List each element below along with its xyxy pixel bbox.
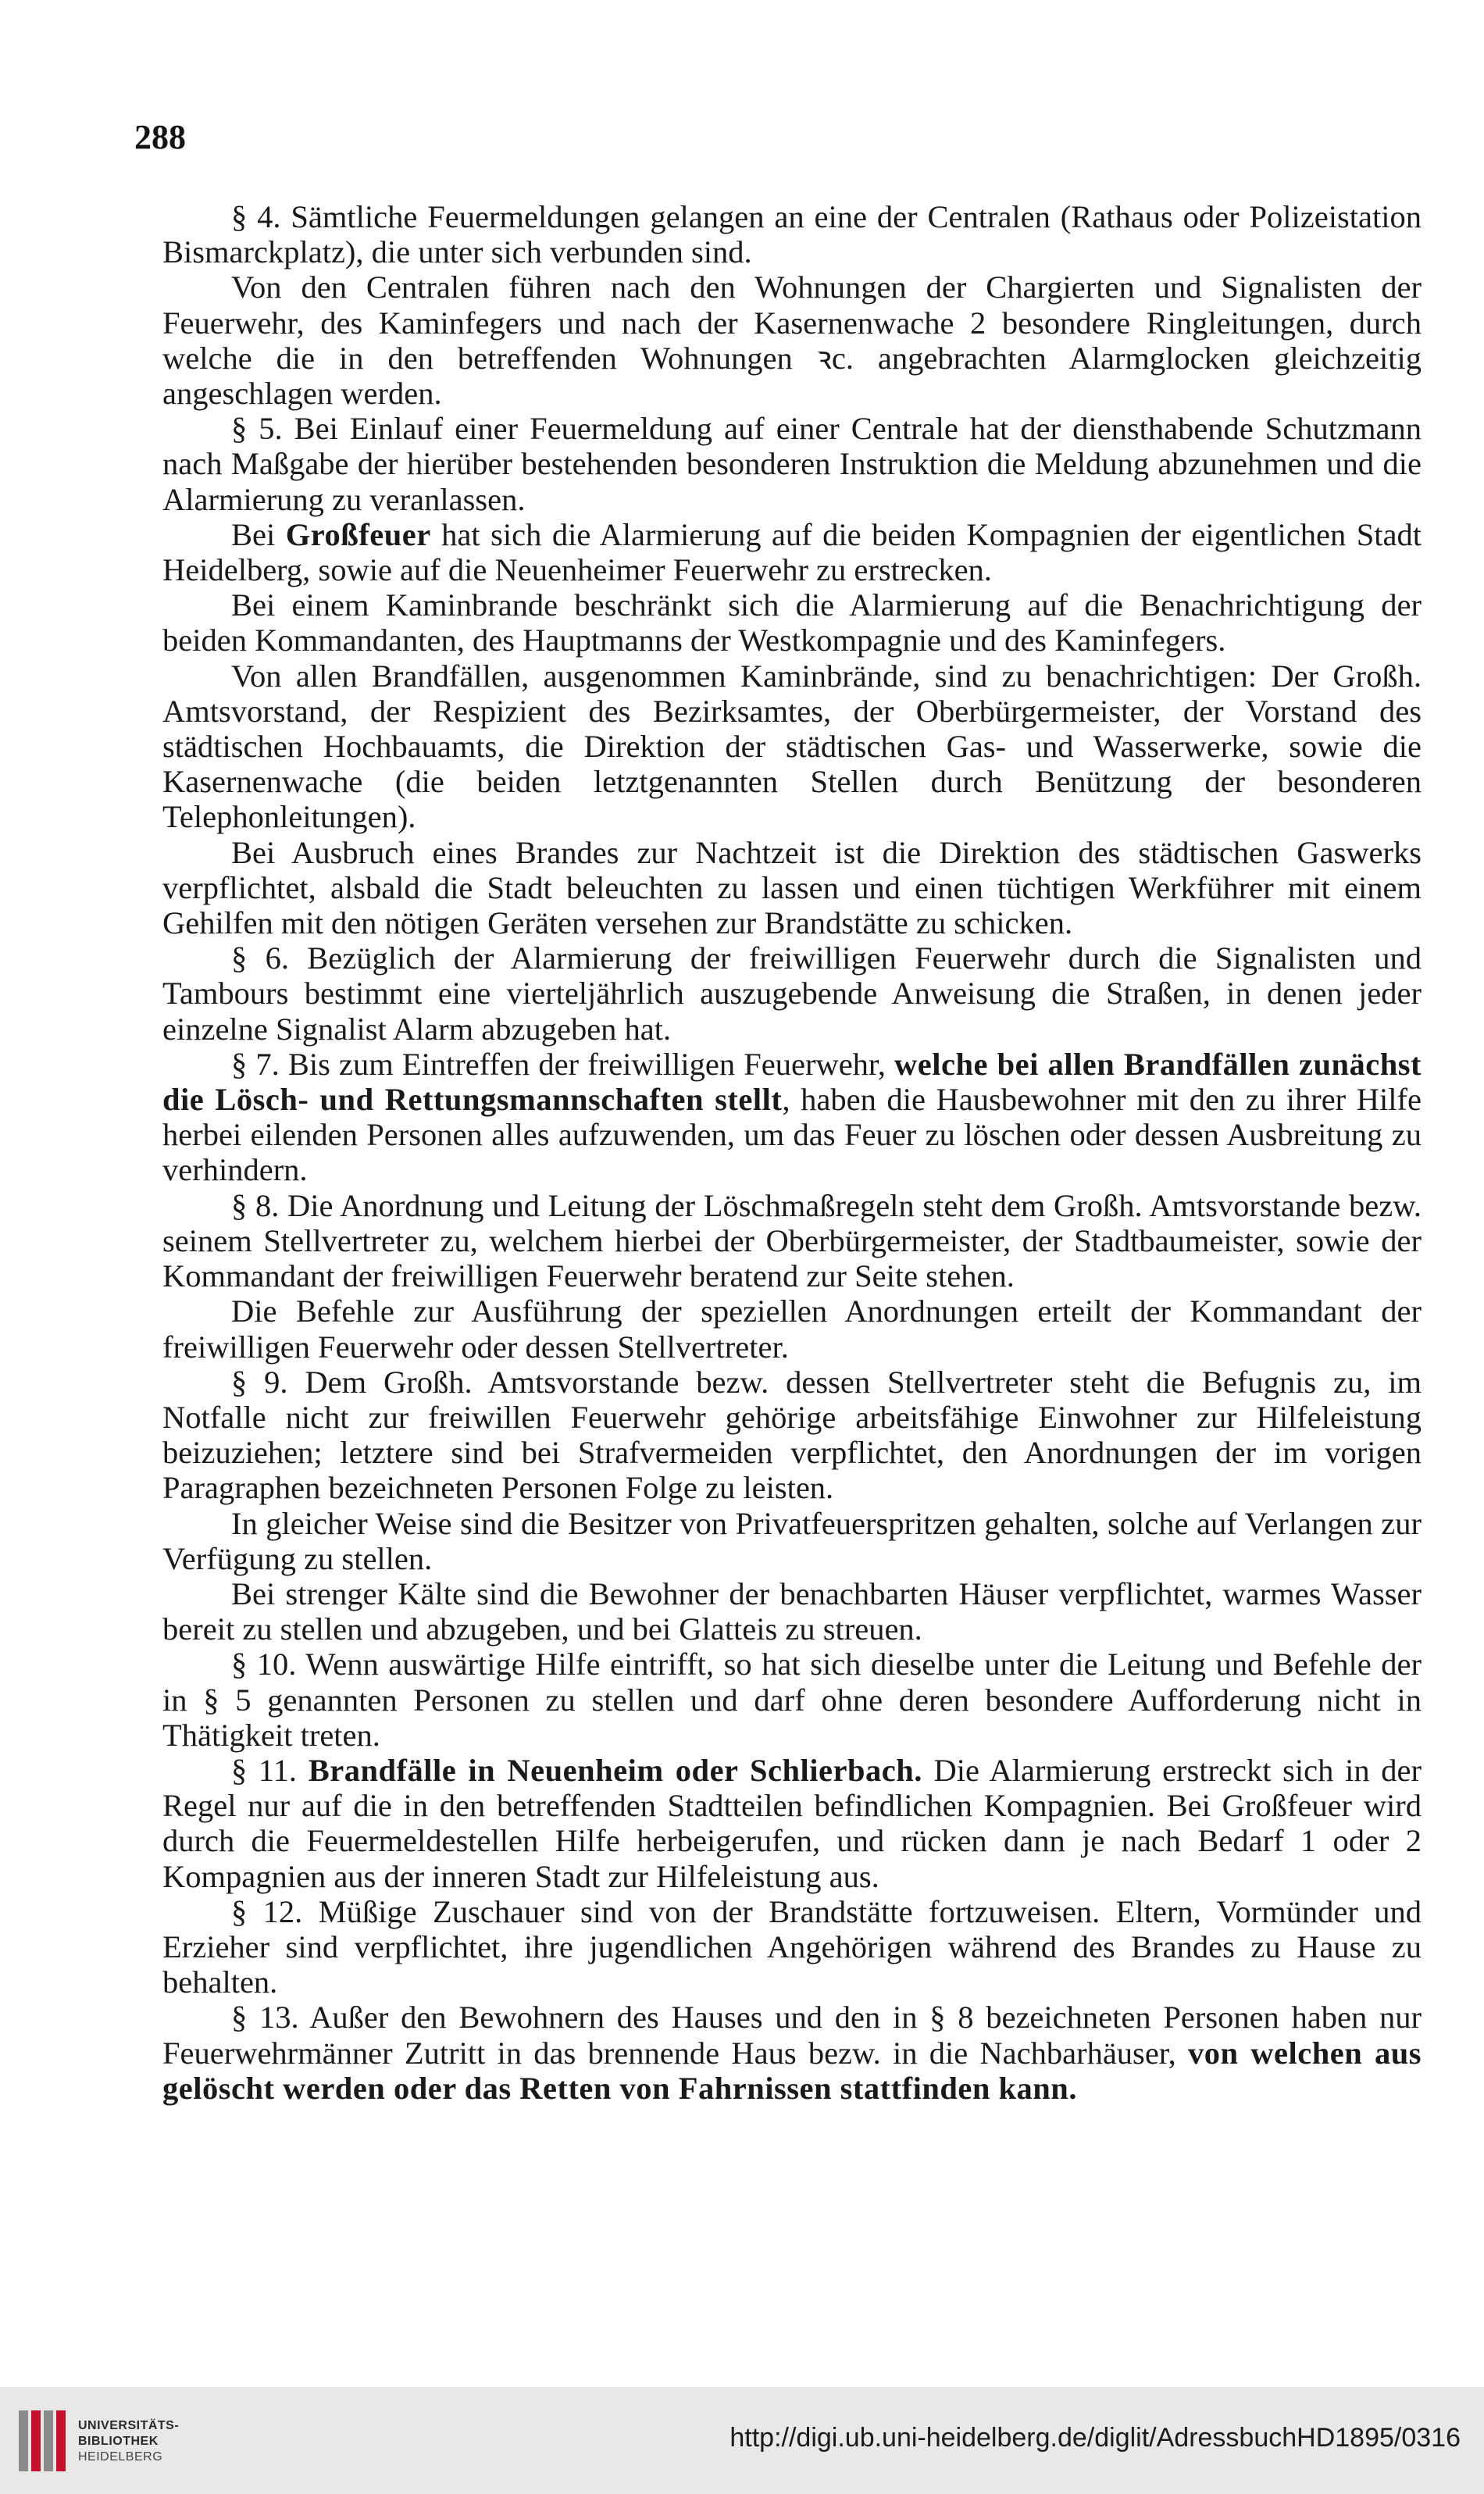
paragraph: § 10. Wenn auswärtige Hilfe eintrifft, so hat sich dieselbe unter die Leitung und Befehle der in § 5 genannten Personen zu stellen und darf ohne deren besondere Aufforderung nicht in Thätigkeit treten. <box>162 1647 1422 1753</box>
paragraph: § 9. Dem Großh. Amtsvorstande bezw. dessen Stellvertreter steht die Befugnis zu, im Notfalle nicht zur freiwillen Feuerwehr gehörige arbeitsfähige Einwohner zur Hilfeleistung beizuziehen; letztere sind bei Strafvermeiden verpflichtet, den Anordnungen der im vorigen Paragraphen bezeichneten Personen Folge zu leisten. <box>162 1364 1422 1506</box>
paragraph: § 13. Außer den Bewohnern des Hauses und den in § 8 bezeichneten Personen haben nur Feuerwehrmänner Zutritt in das brennende Haus bezw. in die Nachbarhäuser, von welchen aus gelöscht werden oder das Retten von Fahrnissen stattfinden kann. <box>162 2000 1422 2106</box>
footer-bar <box>0 2387 1484 2494</box>
library-logo-icon <box>16 2407 70 2474</box>
library-name-line-3: HEIDELBERG <box>78 2450 163 2464</box>
paragraph: § 11. Brandfälle in Neuenheim oder Schlierbach. Die Alarmierung erstreckt sich in der Regel nur auf die in den betreffenden Stadtteilen befindlichen Kompagnien. Bei Großfeuer wird durch die Feuermeldestellen Hilfe herbeigerufen, und rücken dann je nach Bedarf 1 oder 2 Kompagnien aus der inneren Stadt zur Hilfeleistung aus. <box>162 1752 1422 1894</box>
page-number: 288 <box>134 118 186 156</box>
paragraph: Bei Ausbruch eines Brandes zur Nachtzeit ist die Direktion des städtischen Gaswerks verpflichtet, alsbald die Stadt beleuchten zu lassen und einen tüchtigen Werkführer mit einem Gehilfen mit den nötigen Geräten versehen zur Brandstätte zu schicken. <box>162 834 1422 941</box>
library-name-line-1: UNIVERSITÄTS- <box>78 2419 180 2432</box>
paragraph: Die Befehle zur Ausführung der speziellen Anordnungen erteilt der Kommandant der freiwilligen Feuerwehr oder dessen Stellvertreter. <box>162 1293 1422 1365</box>
paragraph: § 5. Bei Einlauf einer Feuermeldung auf einer Centrale hat der diensthabende Schutzmann nach Maßgabe der hierüber bestehenden besonderen Instruktion die Meldung abzunehmen und die Alarmierung zu veranlassen. <box>162 411 1422 517</box>
paragraph: Bei einem Kaminbrande beschränkt sich die Alarmierung auf die Benachrichtigung der beiden Kommandanten, des Hauptmanns der Westkompagnie und des Kaminfegers. <box>162 587 1422 658</box>
paragraph: § 4. Sämtliche Feuermeldungen gelangen an eine der Centralen (Rathaus oder Polizeistation Bismarckplatz), die unter sich verbunden sind. <box>162 199 1422 270</box>
permalink-url[interactable]: http://digi.ub.uni-heidelberg.de/diglit/AdressbuchHD1895/0316 <box>730 2423 1461 2453</box>
paragraph: In gleicher Weise sind die Besitzer von Privatfeuerspritzen gehalten, solche auf Verlangen zur Verfügung zu stellen. <box>162 1505 1422 1576</box>
library-logo[interactable] <box>16 2404 195 2479</box>
paragraph: § 8. Die Anordnung und Leitung der Löschmaßregeln steht dem Großh. Amtsvorstande bezw. seinem Stellvertreter zu, welchem hierbei der Oberbürgermeister, der Stadtbaumeister, sowie der Kommandant der freiwilligen Feuerwehr beratend zur Seite stehen. <box>162 1187 1422 1294</box>
paragraph: Bei strenger Kälte sind die Bewohner der benachbarten Häuser verpflichtet, warmes Wasser bereit zu stellen und abzugeben, und bei Glatteis zu streuen. <box>162 1575 1422 1647</box>
document-body <box>162 199 1422 2106</box>
paragraph: § 7. Bis zum Eintreffen der freiwilligen Feuerwehr, welche bei allen Brandfällen zunächst die Lösch- und Rettungsmannschaften stellt, haben die Hausbewohner mit den zu ihrer Hilfe herbei eilenden Personen alles aufzuwenden, um das Feuer zu löschen oder dessen Ausbreitung zu verhindern. <box>162 1046 1422 1188</box>
library-name-line-2: BIBLIOTHEK <box>78 2435 159 2448</box>
paragraph: Von allen Brandfällen, ausgenommen Kaminbrände, sind zu benachrichtigen: Der Großh. Amtsvorstand, der Respizient des Bezirksamtes, der Oberbürgermeister, der Vorstand des städtischen Hochbauamts, die Direktion der städtischen Gas- und Wasserwerke, sowie die Kasernenwache (die beiden letztgenannten Stellen durch Benützung der besonderen Telephonleitungen). <box>162 658 1422 835</box>
paragraph: § 6. Bezüglich der Alarmierung der freiwilligen Feuerwehr durch die Signalisten und Tambours bestimmt eine vierteljährlich auszugebende Anweisung die Straßen, in denen jeder einzelne Signalist Alarm abzugeben hat. <box>162 940 1422 1047</box>
paragraph: Von den Centralen führen nach den Wohnungen der Chargierten und Signalisten der Feuerwehr, des Kaminfegers und nach der Kasernenwache 2 besondere Ringleitungen, durch welche die in den betreffenden Wohnungen ꝛc. angebrachten Alarmglocken gleichzeitig angeschlagen werden. <box>162 269 1422 412</box>
paragraph: § 12. Müßige Zuschauer sind von der Brandstätte fortzuweisen. Eltern, Vormünder und Erzieher sind verpflichtet, ihre jugendlichen Angehörigen während des Brandes zu Hause zu behalten. <box>162 1893 1422 2000</box>
library-name <box>78 2418 179 2465</box>
paragraph: Bei Großfeuer hat sich die Alarmierung auf die beiden Kompagnien der eigentlichen Stadt Heidelberg, sowie auf die Neuenheimer Feuerwehr zu erstrecken. <box>162 516 1422 588</box>
